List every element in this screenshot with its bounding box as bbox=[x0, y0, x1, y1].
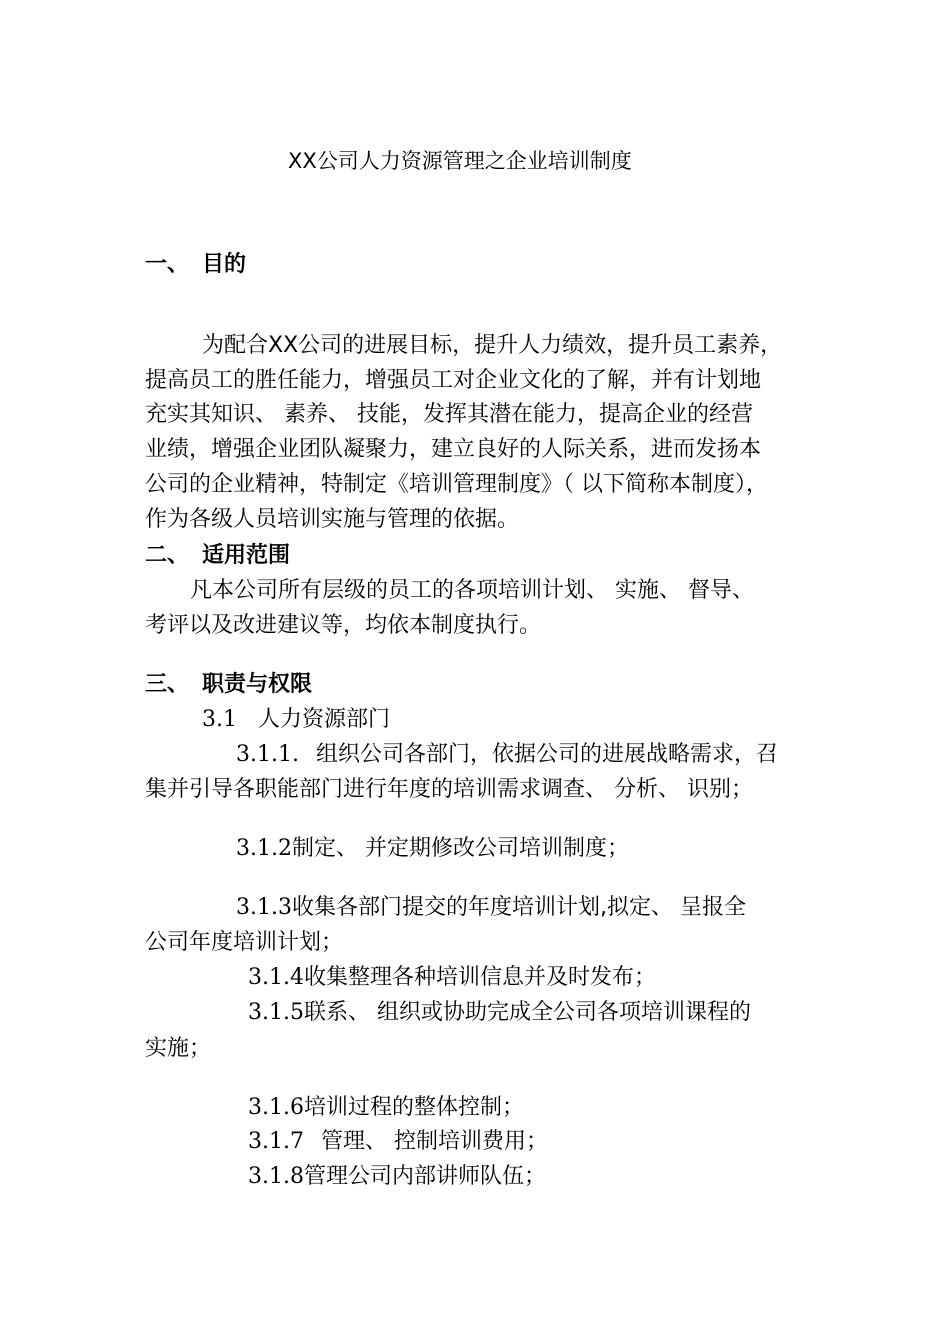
item-text: 收集整理各种培训信息并及时发布； bbox=[303, 965, 656, 990]
item-number: 3.1.3 bbox=[236, 895, 292, 920]
paragraph-line: 公司的企业精神，特制定《培训管理制度》（ 以下简称本制度）， bbox=[145, 472, 768, 497]
list-item bbox=[248, 1162, 546, 1192]
section-3-heading: 职责与权限 bbox=[202, 672, 313, 697]
item-number: 3.1.5 bbox=[248, 1000, 304, 1025]
list-item-continuation: 集并引导各职能部门进行年度的培训需求调查、 分析、 识别； bbox=[145, 777, 753, 802]
section-3-number: 三、 bbox=[145, 672, 190, 697]
section-1-number: 一、 bbox=[145, 252, 190, 277]
subsection-label: 人力资源部门 bbox=[258, 707, 391, 732]
item-text: 组织公司各部门，依据公司的进展战略需求，召 bbox=[315, 742, 778, 767]
list-item bbox=[248, 1127, 548, 1157]
list-item bbox=[248, 963, 656, 993]
item-text: 管理、 控制培训费用； bbox=[320, 1129, 548, 1154]
item-number: 3.1.6 bbox=[248, 1095, 304, 1120]
list-item bbox=[248, 1093, 524, 1123]
list-item bbox=[248, 998, 751, 1028]
item-number: 3.1.2 bbox=[236, 836, 292, 861]
paragraph-line: 提高员工的胜任能力，增强员工对企业文化的了解，并有计划地 bbox=[145, 368, 762, 393]
list-item bbox=[236, 893, 746, 923]
list-item bbox=[236, 740, 778, 770]
item-number: 3.1.4 bbox=[248, 965, 304, 990]
item-number: 3.1.1. bbox=[236, 742, 299, 767]
item-text: 联系、 组织或协助完成全公司各项培训课程的 bbox=[303, 1000, 751, 1025]
item-number: 3.1.7 bbox=[248, 1129, 304, 1154]
section-2-number: 二、 bbox=[145, 543, 190, 568]
paragraph-line: 凡本公司所有层级的员工的各项培训计划、 实施、 督导、 bbox=[190, 578, 754, 603]
section-2-heading: 适用范围 bbox=[202, 543, 291, 568]
list-item bbox=[236, 834, 629, 864]
item-text: 培训过程的整体控制； bbox=[303, 1095, 524, 1120]
list-item-continuation: 实施； bbox=[145, 1036, 212, 1061]
paragraph-line: 为配合XX公司的进展目标，提升人力绩效，提升员工素养， bbox=[202, 333, 783, 358]
paragraph-line: 考评以及改进建议等，均依本制度执行。 bbox=[145, 613, 542, 638]
section-1-heading: 目的 bbox=[202, 252, 247, 277]
list-item-continuation: 公司年度培训计划； bbox=[145, 930, 344, 955]
paragraph-line: 充实其知识、 素养、 技能，发挥其潜在能力，提高企业的经营 bbox=[145, 402, 753, 427]
document-title: XX公司人力资源管理之企业培训制度 bbox=[288, 149, 632, 173]
item-text: 制定、 并定期修改公司培训制度； bbox=[291, 836, 629, 861]
paragraph-line: 业绩，增强企业团队凝聚力，建立良好的人际关系，进而发扬本 bbox=[145, 437, 762, 462]
item-text: 收集各部门提交的年度培训计划,拟定、 呈报全 bbox=[291, 895, 746, 920]
item-number: 3.1.8 bbox=[248, 1164, 304, 1189]
item-text: 管理公司内部讲师队伍； bbox=[303, 1164, 546, 1189]
subsection-number: 3.1 bbox=[202, 707, 237, 732]
paragraph-line: 作为各级人员培训实施与管理的依据。 bbox=[145, 507, 520, 532]
